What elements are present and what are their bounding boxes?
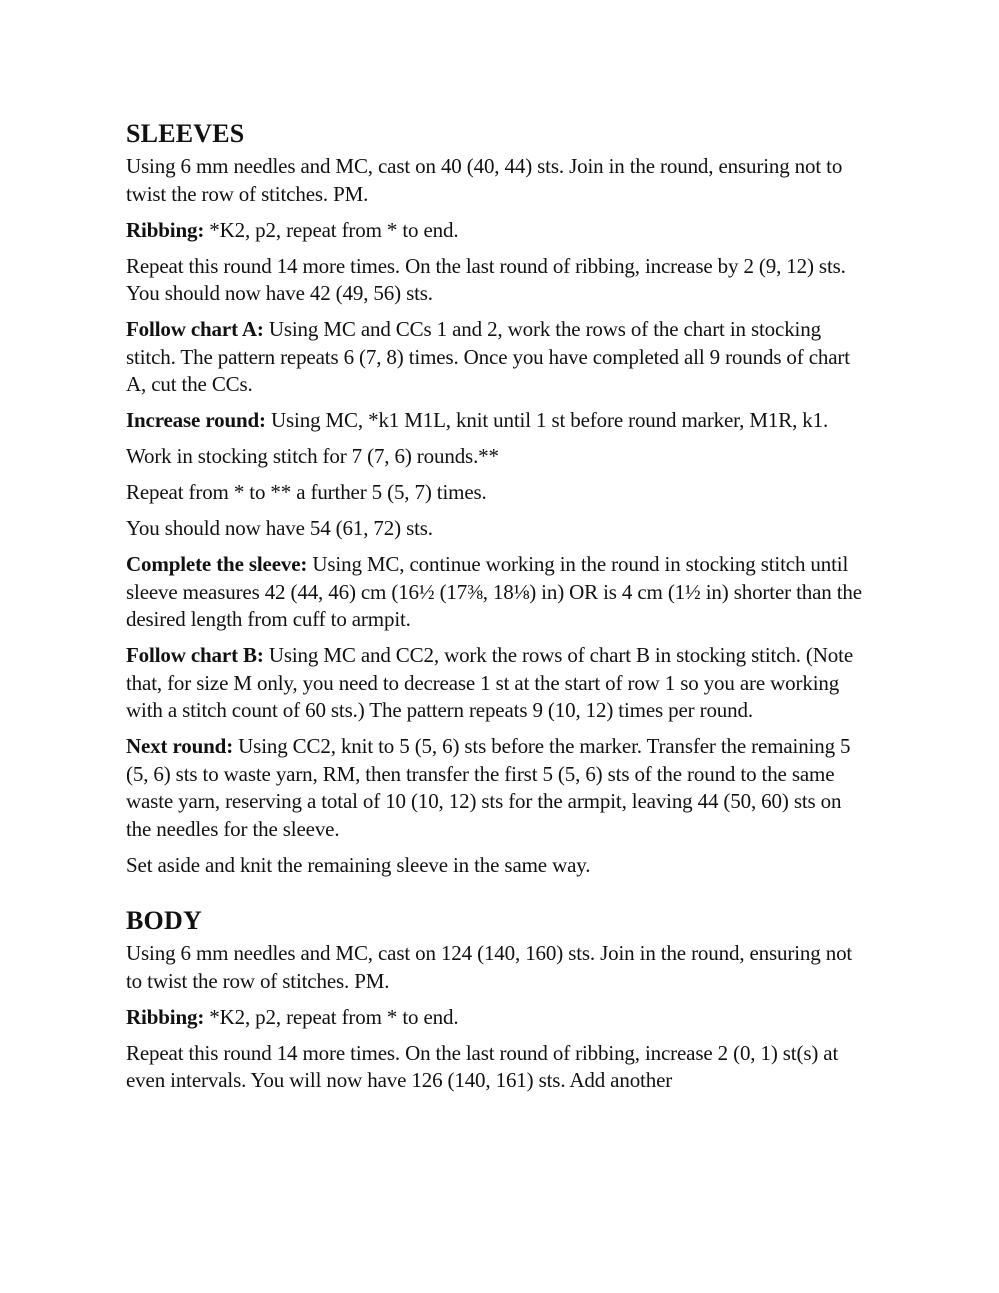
body-ribbing-text: *K2, p2, repeat from * to end. bbox=[204, 1004, 459, 1029]
chart-b-text: Using MC and CC2, work the rows of chart B in stocking stitch. (Note that, for size M only, you need to decrease 1 st at the start of row 1 so you are working with a stitch count of 60 sts.) The pattern repeats 9 (10, 12) times per round. bbox=[126, 643, 853, 722]
complete-sleeve-text: Using MC, continue working in the round in stocking stitch until sleeve measures 42 (44, 46) cm (16½ (17⅜, 18⅛) in) OR is 4 cm (1½ in) shorter than the desired length from cuff to armpit. bbox=[126, 552, 862, 631]
sleeves-cast-on-paragraph: Using 6 mm needles and MC, cast on 40 (40, 44) sts. Join in the round, ensuring not to twist the row of stitches. PM. bbox=[126, 154, 843, 206]
section-title-sleeves: SLEEVES bbox=[126, 119, 245, 148]
body-ribbing-label: Ribbing: bbox=[126, 1004, 205, 1029]
sleeves-ribbing-paragraph bbox=[126, 217, 871, 245]
chart-b-label: Follow chart B: bbox=[126, 643, 264, 667]
sleeves-next-round-paragraph bbox=[126, 733, 871, 843]
increase-round-text: Using MC, *k1 M1L, knit until 1 st before round marker, M1R, k1. bbox=[265, 408, 829, 432]
sleeves-repeat-from-paragraph: Repeat from * to ** a further 5 (5, 7) times. bbox=[126, 480, 487, 504]
chart-a-label: Follow chart A: bbox=[126, 317, 264, 341]
ribbing-label: Ribbing: bbox=[126, 217, 205, 242]
document-page bbox=[126, 118, 871, 1103]
ribbing-text: *K2, p2, repeat from * to end. bbox=[204, 217, 459, 242]
sleeves-set-aside-paragraph: Set aside and knit the remaining sleeve in the same way. bbox=[126, 852, 591, 877]
body-cast-on-paragraph: Using 6 mm needles and MC, cast on 124 (140, 160) sts. Join in the round, ensuring not to twist the row of stitches. PM. bbox=[126, 941, 853, 993]
section-title-body: BODY bbox=[126, 906, 202, 935]
next-round-text: Using CC2, knit to 5 (5, 6) sts before the marker. Transfer the remaining 5 (5, 6) sts to waste yarn, RM, then transfer the first 5 (5, 6) sts of the round to the same waste yarn, reserving a total of 10 (10, 12) sts for the armpit, leaving 44 (50, 60) sts on the needles for the sleeve. bbox=[126, 734, 851, 841]
body-ribbing-paragraph bbox=[126, 1004, 871, 1032]
sleeves-chart-b-paragraph bbox=[126, 642, 871, 725]
sleeves-complete-paragraph bbox=[126, 551, 871, 634]
chart-a-text: Using MC and CCs 1 and 2, work the rows of the chart in stocking stitch. The pattern repeats 6 (7, 8) times. Once you have completed all 9 rounds of chart A, cut the CCs. bbox=[126, 317, 850, 396]
sleeves-repeat-paragraph: Repeat this round 14 more times. On the last round of ribbing, increase by 2 (9, 12) sts. You should now have 42 (49, 56) sts. bbox=[126, 253, 846, 305]
sleeves-count-paragraph: You should now have 54 (61, 72) sts. bbox=[126, 516, 433, 540]
complete-sleeve-label: Complete the sleeve: bbox=[126, 552, 308, 576]
body-repeat-paragraph: Repeat this round 14 more times. On the last round of ribbing, increase 2 (0, 1) st(s) at even intervals. You will now have 126 (140, 161) sts. Add another bbox=[126, 1040, 839, 1092]
increase-round-label: Increase round: bbox=[126, 408, 266, 432]
sleeves-increase-paragraph bbox=[126, 407, 871, 435]
sleeves-chart-a-paragraph bbox=[126, 316, 871, 399]
next-round-label: Next round: bbox=[126, 734, 234, 758]
sleeves-stocking-paragraph: Work in stocking stitch for 7 (7, 6) rounds.** bbox=[126, 444, 499, 468]
